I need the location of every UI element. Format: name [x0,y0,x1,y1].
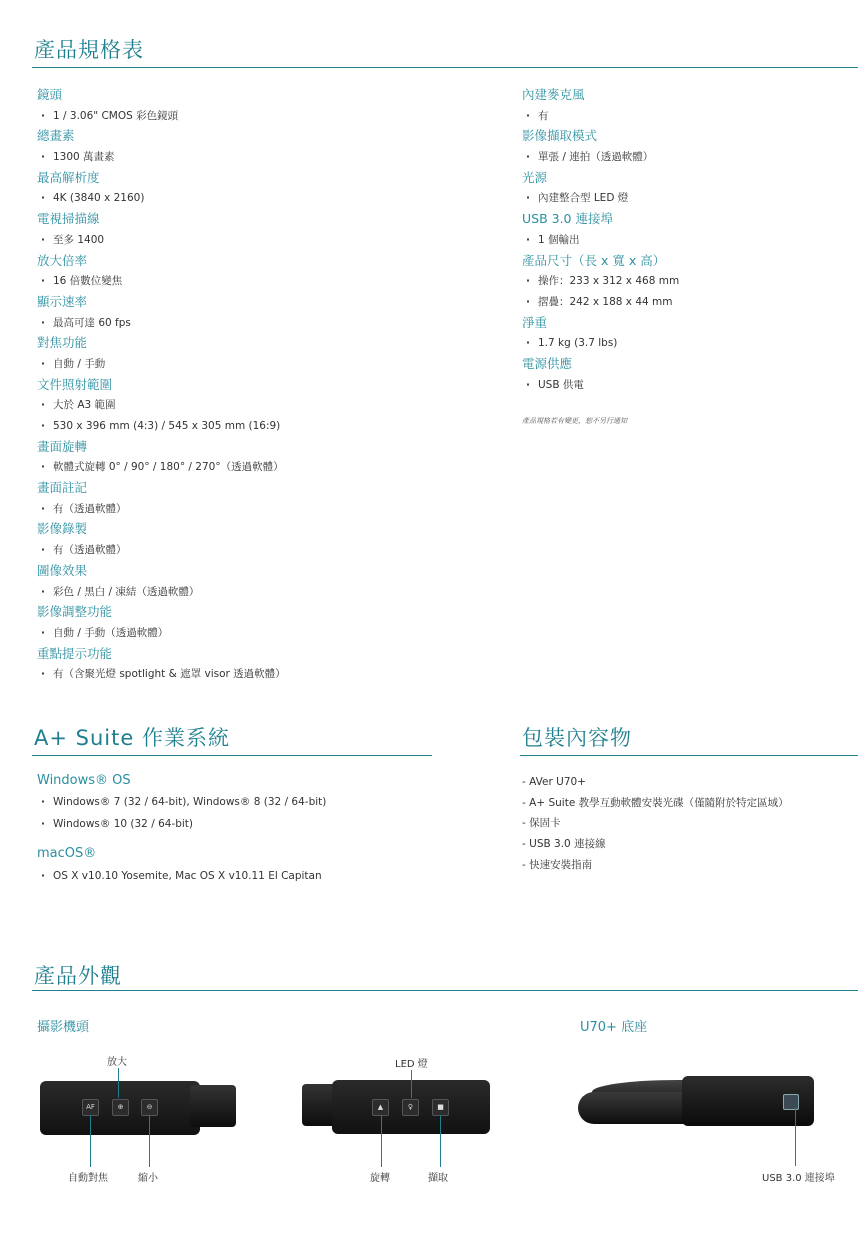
leader-zoom-in [118,1068,119,1098]
spec-value: · 自動 / 手動 [37,354,286,375]
spec-label: USB 3.0 連接埠 [522,211,613,227]
spec-value: · 4K (3840 x 2160) [37,188,286,209]
suite-title-rule [32,755,432,756]
spec-label: 電視掃描線 [37,211,100,227]
spec-label: 電源供應 [522,355,573,371]
spec-label: 畫面註記 [37,480,88,496]
spec-value: · 摺疊：242 x 188 x 44 mm [522,292,679,313]
spec-label: 影像擷取模式 [522,128,598,144]
led-button: ♀ [402,1099,419,1116]
callout-rotate: 旋轉 [370,1173,390,1184]
zoom-in-button: ⊕ [112,1099,129,1116]
base-label: U70+ 底座 [580,1020,648,1035]
windows-list [37,792,326,835]
spec-label: 圖像效果 [37,562,88,578]
spec-label: 影像錄製 [37,521,88,537]
callout-autofocus: 自動對焦 [68,1173,108,1184]
specs-note: 產品規格若有變更，恕不另行通知 [522,417,627,425]
rotate-button: ▲ [372,1099,389,1116]
leader-rotate [381,1115,382,1167]
spec-value: · 大於 A3 範圍 [37,395,286,416]
camera-head-rear-image [302,1078,492,1138]
leader-capture [440,1115,441,1167]
callout-zoom-in: 放大 [107,1057,127,1068]
spec-value: · 有 [522,106,679,127]
base-image [578,1072,823,1134]
spec-value: · 操作：233 x 312 x 468 mm [522,271,679,292]
callout-zoom-out: 縮小 [138,1173,158,1184]
leader-usb [795,1108,796,1166]
spec-label: 重點提示功能 [37,645,113,661]
package-item: - AVer U70+ [522,772,789,793]
leader-led [411,1070,412,1098]
spec-value: · 有（透過軟體） [37,499,286,520]
spec-value: · 1 個輸出 [522,230,679,251]
package-item: - A+ Suite 教學互動軟體安裝光碟（僅隨附於特定區域） [522,793,789,814]
mac-list [37,866,322,888]
spec-label: 內建麥克風 [522,87,585,102]
usb-port-icon [783,1094,799,1110]
capture-button: ■ [432,1099,449,1116]
leader-zoom-out [149,1115,150,1167]
package-title: 包裝內容物 [522,726,632,750]
spec-value: · 1 / 3.06" CMOS 彩色鏡頭 [37,106,286,127]
spec-value: · 530 x 396 mm (4:3) / 545 x 305 mm (16:9) [37,416,286,437]
specs-title-rule [32,67,858,68]
spec-label: 顯示速率 [37,293,88,309]
windows-label: Windows® OS [37,773,131,788]
spec-label: 畫面旋轉 [37,438,88,454]
specs-right-column [522,85,679,395]
spec-value: · 單張 / 連拍（透過軟體） [522,147,679,168]
spec-value: · 自動 / 手動（透過軟體） [37,623,286,644]
spec-value: · 最高可達 60 fps [37,313,286,334]
spec-label: 放大倍率 [37,252,88,268]
specs-left-column [37,85,286,685]
spec-value: · 16 倍數位變焦 [37,271,286,292]
spec-value: · 有（含聚光燈 spotlight & 遮罩 visor 透過軟體） [37,664,286,685]
spec-label: 對焦功能 [37,335,88,351]
spec-value: · 彩色 / 黑白 / 凍結（透過軟體） [37,582,286,603]
spec-value: · 有（透過軟體） [37,540,286,561]
spec-label: 產品尺寸（長 x 寬 x 高） [522,252,666,268]
spec-value: · 內建整合型 LED 燈 [522,188,679,209]
suite-title: A+ Suite 作業系統 [34,726,230,750]
leader-autofocus [90,1115,91,1167]
spec-value: · 至多 1400 [37,230,286,251]
spec-value: · USB 供電 [522,375,679,396]
package-item: - 保固卡 [522,813,789,834]
package-list [522,772,789,875]
windows-item: · Windows® 10 (32 / 64-bit) [37,814,326,836]
callout-usb-port: USB 3.0 連接埠 [762,1173,835,1184]
mac-label: macOS® [37,846,97,861]
spec-label: 淨重 [522,314,548,330]
appearance-title: 產品外觀 [34,964,122,988]
spec-label: 總畫素 [37,128,75,144]
spec-value: · 1300 萬畫素 [37,147,286,168]
spec-label: 文件照射範圍 [37,376,113,392]
mac-item: · OS X v10.10 Yosemite, Mac OS X v10.11 El Capitan [37,866,322,888]
callout-capture: 擷取 [428,1173,448,1184]
spec-label: 最高解析度 [37,169,100,185]
spec-label: 影像調整功能 [37,604,113,620]
spec-value: · 1.7 kg (3.7 lbs) [522,333,679,354]
specs-title: 產品規格表 [34,38,144,62]
zoom-out-button: ⊖ [141,1099,158,1116]
windows-item: · Windows® 7 (32 / 64-bit), Windows® 8 (32 / 64-bit) [37,792,326,814]
package-item: - 快速安裝指南 [522,855,789,876]
appearance-title-rule [32,990,858,991]
spec-value: · 軟體式旋轉 0° / 90° / 180° / 270°（透過軟體） [37,457,286,478]
spec-label: 鏡頭 [37,87,63,102]
camera-head-front-image [40,1077,240,1139]
package-title-rule [520,755,858,756]
camera-head-label: 攝影機頭 [37,1020,90,1035]
callout-led: LED 燈 [395,1059,428,1070]
autofocus-button: AF [82,1099,99,1116]
package-item: - USB 3.0 連接線 [522,834,789,855]
spec-label: 光源 [522,169,548,185]
